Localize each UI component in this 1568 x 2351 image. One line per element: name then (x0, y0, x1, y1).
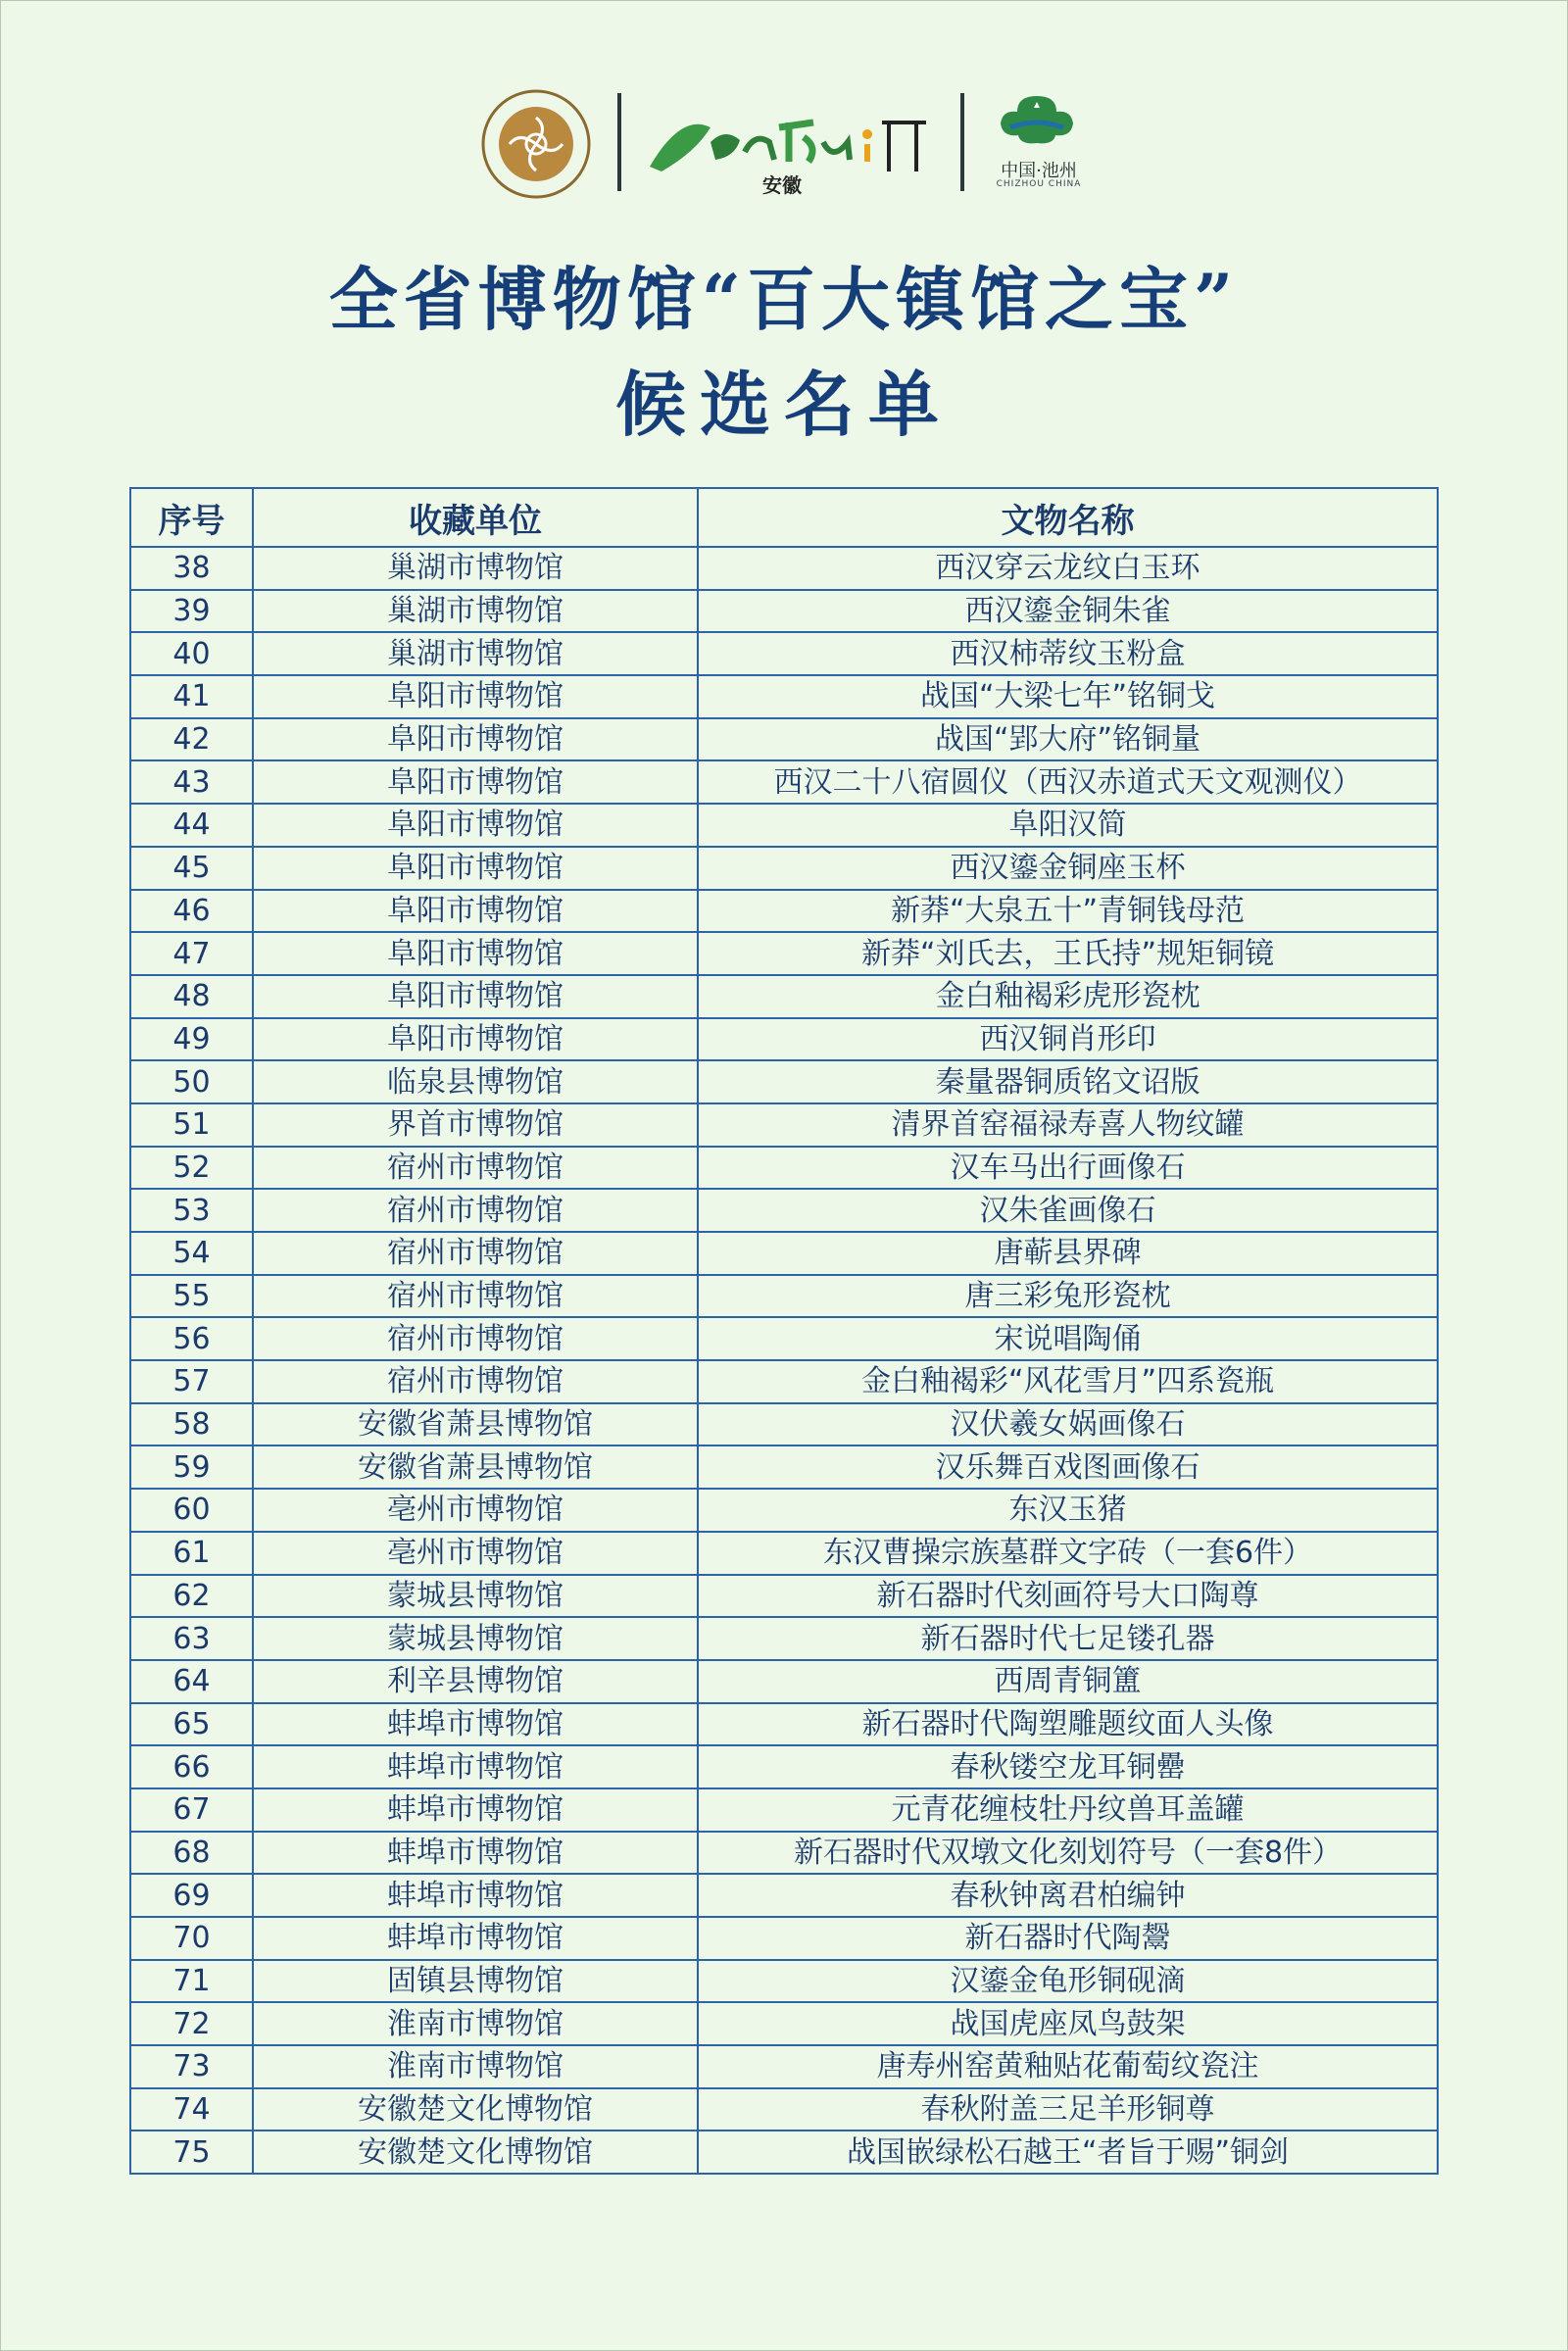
chizhou-logo-caption: 中国·池州 (1001, 161, 1077, 181)
table-row (130, 1489, 1438, 1532)
row-relic-name: 金白釉褐彩“风花雪月”四系瓷瓶 (698, 1360, 1438, 1403)
row-index: 52 (130, 1147, 253, 1190)
row-relic-name: 东汉曹操宗族墓群文字砖（一套6件） (698, 1532, 1438, 1575)
row-relic-name: 西汉铜肖形印 (698, 1018, 1438, 1061)
row-index: 56 (130, 1317, 253, 1360)
table-row (130, 1189, 1438, 1232)
row-relic-name: 新石器时代陶塑雕题纹面人头像 (698, 1703, 1438, 1746)
row-collector: 蚌埠市博物馆 (253, 1917, 698, 1960)
logo-bar (0, 83, 1568, 201)
table-row (130, 1317, 1438, 1360)
header-collector: 收藏单位 (253, 488, 698, 547)
row-collector: 阜阳市博物馆 (253, 847, 698, 890)
row-relic-name: 春秋钟离君柏编钟 (698, 1874, 1438, 1917)
row-index: 49 (130, 1018, 253, 1061)
row-collector: 安徽楚文化博物馆 (253, 2088, 698, 2131)
row-relic-name: 清界首窑福禄寿喜人物纹罐 (698, 1103, 1438, 1147)
row-collector: 利辛县博物馆 (253, 1660, 698, 1703)
header-index: 序号 (130, 488, 253, 547)
row-collector: 蒙城县博物馆 (253, 1617, 698, 1660)
page-subtitle: 候选名单 (614, 363, 953, 446)
row-collector: 淮南市博物馆 (253, 2045, 698, 2088)
row-relic-name: 汉车马出行画像石 (698, 1147, 1438, 1190)
row-collector: 阜阳市博物馆 (253, 760, 698, 804)
table-row (130, 1874, 1438, 1917)
row-index: 42 (130, 718, 253, 761)
table-row (130, 1617, 1438, 1660)
row-collector: 蚌埠市博物馆 (253, 1832, 698, 1875)
table-row (130, 1532, 1438, 1575)
table-row (130, 1445, 1438, 1489)
row-relic-name: 唐蕲县界碑 (698, 1232, 1438, 1275)
table-header-row (130, 488, 1438, 547)
row-index: 45 (130, 847, 253, 890)
row-relic-name: 西周青铜簠 (698, 1660, 1438, 1703)
row-collector: 巢湖市博物馆 (253, 590, 698, 633)
china-cultural-heritage-logo (480, 88, 592, 200)
row-relic-name: 西汉鎏金铜朱雀 (698, 590, 1438, 633)
table-row (130, 2131, 1438, 2174)
row-collector: 阜阳市博物馆 (253, 675, 698, 718)
row-index: 63 (130, 1617, 253, 1660)
row-index: 38 (130, 547, 253, 590)
row-index: 57 (130, 1360, 253, 1403)
row-collector: 淮南市博物馆 (253, 2002, 698, 2045)
row-relic-name: 新石器时代双墩文化刻划符号（一套8件） (698, 1832, 1438, 1875)
row-relic-name: 新莽“刘氏去，王氏持”规矩铜镜 (698, 932, 1438, 975)
row-collector: 亳州市博物馆 (253, 1532, 698, 1575)
row-index: 40 (130, 632, 253, 675)
table-row (130, 1018, 1438, 1061)
row-collector: 阜阳市博物馆 (253, 890, 698, 933)
table-row (130, 1403, 1438, 1446)
row-collector: 界首市博物馆 (253, 1103, 698, 1147)
row-index: 62 (130, 1575, 253, 1618)
row-relic-name: 战国嵌绿松石越王“者旨于赐”铜剑 (698, 2131, 1438, 2174)
row-index: 54 (130, 1232, 253, 1275)
row-relic-name: 西汉柿蒂纹玉粉盒 (698, 632, 1438, 675)
row-index: 64 (130, 1660, 253, 1703)
page-title: 全省博物馆“百大镇馆之宝” (328, 259, 1240, 340)
row-index: 71 (130, 1960, 253, 2003)
row-collector: 安徽楚文化博物馆 (253, 2131, 698, 2174)
row-index: 61 (130, 1532, 253, 1575)
table-row (130, 1060, 1438, 1103)
row-collector: 阜阳市博物馆 (253, 718, 698, 761)
row-relic-name: 战国虎座凤鸟鼓架 (698, 2002, 1438, 2045)
table-row (130, 2002, 1438, 2045)
logo-divider (960, 93, 964, 191)
row-relic-name: 元青花缠枝牡丹纹兽耳盖罐 (698, 1788, 1438, 1832)
row-collector: 蚌埠市博物馆 (253, 1874, 698, 1917)
table-row (130, 890, 1438, 933)
table-row (130, 760, 1438, 804)
row-relic-name: 唐寿州窑黄釉贴花葡萄纹瓷注 (698, 2045, 1438, 2088)
row-relic-name: 金白釉褐彩虎形瓷枕 (698, 975, 1438, 1018)
row-collector: 蚌埠市博物馆 (253, 1788, 698, 1832)
row-relic-name: 新石器时代七足镂孔器 (698, 1617, 1438, 1660)
table-row (130, 2088, 1438, 2131)
table-row (130, 1960, 1438, 2003)
table-row (130, 1360, 1438, 1403)
row-collector: 蒙城县博物馆 (253, 1575, 698, 1618)
table-row (130, 1703, 1438, 1746)
row-collector: 宿州市博物馆 (253, 1275, 698, 1318)
row-relic-name: 汉朱雀画像石 (698, 1189, 1438, 1232)
row-collector: 宿州市博物馆 (253, 1147, 698, 1190)
row-relic-name: 秦量器铜质铭文诏版 (698, 1060, 1438, 1103)
chizhou-logo-subcaption: CHIZHOU CHINA (996, 179, 1082, 189)
table-row (130, 590, 1438, 633)
table-row (130, 675, 1438, 718)
table-row (130, 804, 1438, 847)
row-collector: 蚌埠市博物馆 (253, 1703, 698, 1746)
row-index: 74 (130, 2088, 253, 2131)
table-row (130, 632, 1438, 675)
row-relic-name: 西汉二十八宿圆仪（西汉赤道式天文观测仪） (698, 760, 1438, 804)
row-index: 72 (130, 2002, 253, 2045)
row-index: 53 (130, 1189, 253, 1232)
table-row (130, 1832, 1438, 1875)
table-row (130, 1275, 1438, 1318)
table-row (130, 1103, 1438, 1147)
row-relic-name: 汉鎏金龟形铜砚滴 (698, 1960, 1438, 2003)
table-row (130, 718, 1438, 761)
row-collector: 临泉县博物馆 (253, 1060, 698, 1103)
row-index: 69 (130, 1874, 253, 1917)
row-collector: 安徽省萧县博物馆 (253, 1403, 698, 1446)
row-index: 60 (130, 1489, 253, 1532)
row-index: 41 (130, 675, 253, 718)
table-row (130, 932, 1438, 975)
row-collector: 阜阳市博物馆 (253, 804, 698, 847)
row-relic-name: 新石器时代刻画符号大口陶尊 (698, 1575, 1438, 1618)
row-index: 73 (130, 2045, 253, 2088)
row-index: 46 (130, 890, 253, 933)
row-index: 58 (130, 1403, 253, 1446)
row-collector: 亳州市博物馆 (253, 1489, 698, 1532)
row-index: 66 (130, 1745, 253, 1788)
row-relic-name: 新石器时代陶鬶 (698, 1917, 1438, 1960)
row-collector: 宿州市博物馆 (253, 1189, 698, 1232)
row-collector: 固镇县博物馆 (253, 1960, 698, 2003)
row-relic-name: 战国“郢大府”铭铜量 (698, 718, 1438, 761)
row-collector: 阜阳市博物馆 (253, 1018, 698, 1061)
table-row (130, 1745, 1438, 1788)
table-row (130, 1660, 1438, 1703)
row-collector: 蚌埠市博物馆 (253, 1745, 698, 1788)
row-relic-name: 东汉玉猪 (698, 1489, 1438, 1532)
table-row (130, 547, 1438, 590)
row-collector: 安徽省萧县博物馆 (253, 1445, 698, 1489)
anhui-logo-caption: 安徽 (762, 173, 802, 197)
row-collector: 宿州市博物馆 (253, 1360, 698, 1403)
row-index: 44 (130, 804, 253, 847)
table-row (130, 847, 1438, 890)
row-collector: 宿州市博物馆 (253, 1232, 698, 1275)
row-relic-name: 战国“大梁七年”铭铜戈 (698, 675, 1438, 718)
row-collector: 阜阳市博物馆 (253, 932, 698, 975)
table-row (130, 1575, 1438, 1618)
row-relic-name: 春秋附盖三足羊形铜尊 (698, 2088, 1438, 2131)
row-index: 59 (130, 1445, 253, 1489)
row-index: 43 (130, 760, 253, 804)
row-collector: 巢湖市博物馆 (253, 632, 698, 675)
row-collector: 巢湖市博物馆 (253, 547, 698, 590)
row-index: 39 (130, 590, 253, 633)
table-row (130, 975, 1438, 1018)
logo-divider (617, 93, 621, 191)
row-relic-name: 汉伏羲女娲画像石 (698, 1403, 1438, 1446)
row-relic-name: 新莽“大泉五十”青铜钱母范 (698, 890, 1438, 933)
row-index: 47 (130, 932, 253, 975)
table-row (130, 1232, 1438, 1275)
row-index: 51 (130, 1103, 253, 1147)
row-collector: 阜阳市博物馆 (253, 975, 698, 1018)
row-relic-name: 西汉鎏金铜座玉杯 (698, 847, 1438, 890)
row-index: 65 (130, 1703, 253, 1746)
row-index: 68 (130, 1832, 253, 1875)
table-row (130, 1788, 1438, 1832)
row-index: 70 (130, 1917, 253, 1960)
row-index: 50 (130, 1060, 253, 1103)
row-relic-name: 西汉穿云龙纹白玉环 (698, 547, 1438, 590)
table-body (130, 547, 1438, 2174)
row-index: 55 (130, 1275, 253, 1318)
row-index: 75 (130, 2131, 253, 2174)
table-row (130, 1147, 1438, 1190)
table-row (130, 1917, 1438, 1960)
row-collector: 宿州市博物馆 (253, 1317, 698, 1360)
row-index: 67 (130, 1788, 253, 1832)
row-relic-name: 宋说唱陶俑 (698, 1317, 1438, 1360)
header-relic-name: 文物名称 (698, 488, 1438, 547)
row-relic-name: 唐三彩兔形瓷枕 (698, 1275, 1438, 1318)
row-relic-name: 阜阳汉简 (698, 804, 1438, 847)
row-relic-name: 汉乐舞百戏图画像石 (698, 1445, 1438, 1489)
row-relic-name: 春秋镂空龙耳铜罍 (698, 1745, 1438, 1788)
candidate-table (129, 487, 1439, 2175)
table-row (130, 2045, 1438, 2088)
row-index: 48 (130, 975, 253, 1018)
